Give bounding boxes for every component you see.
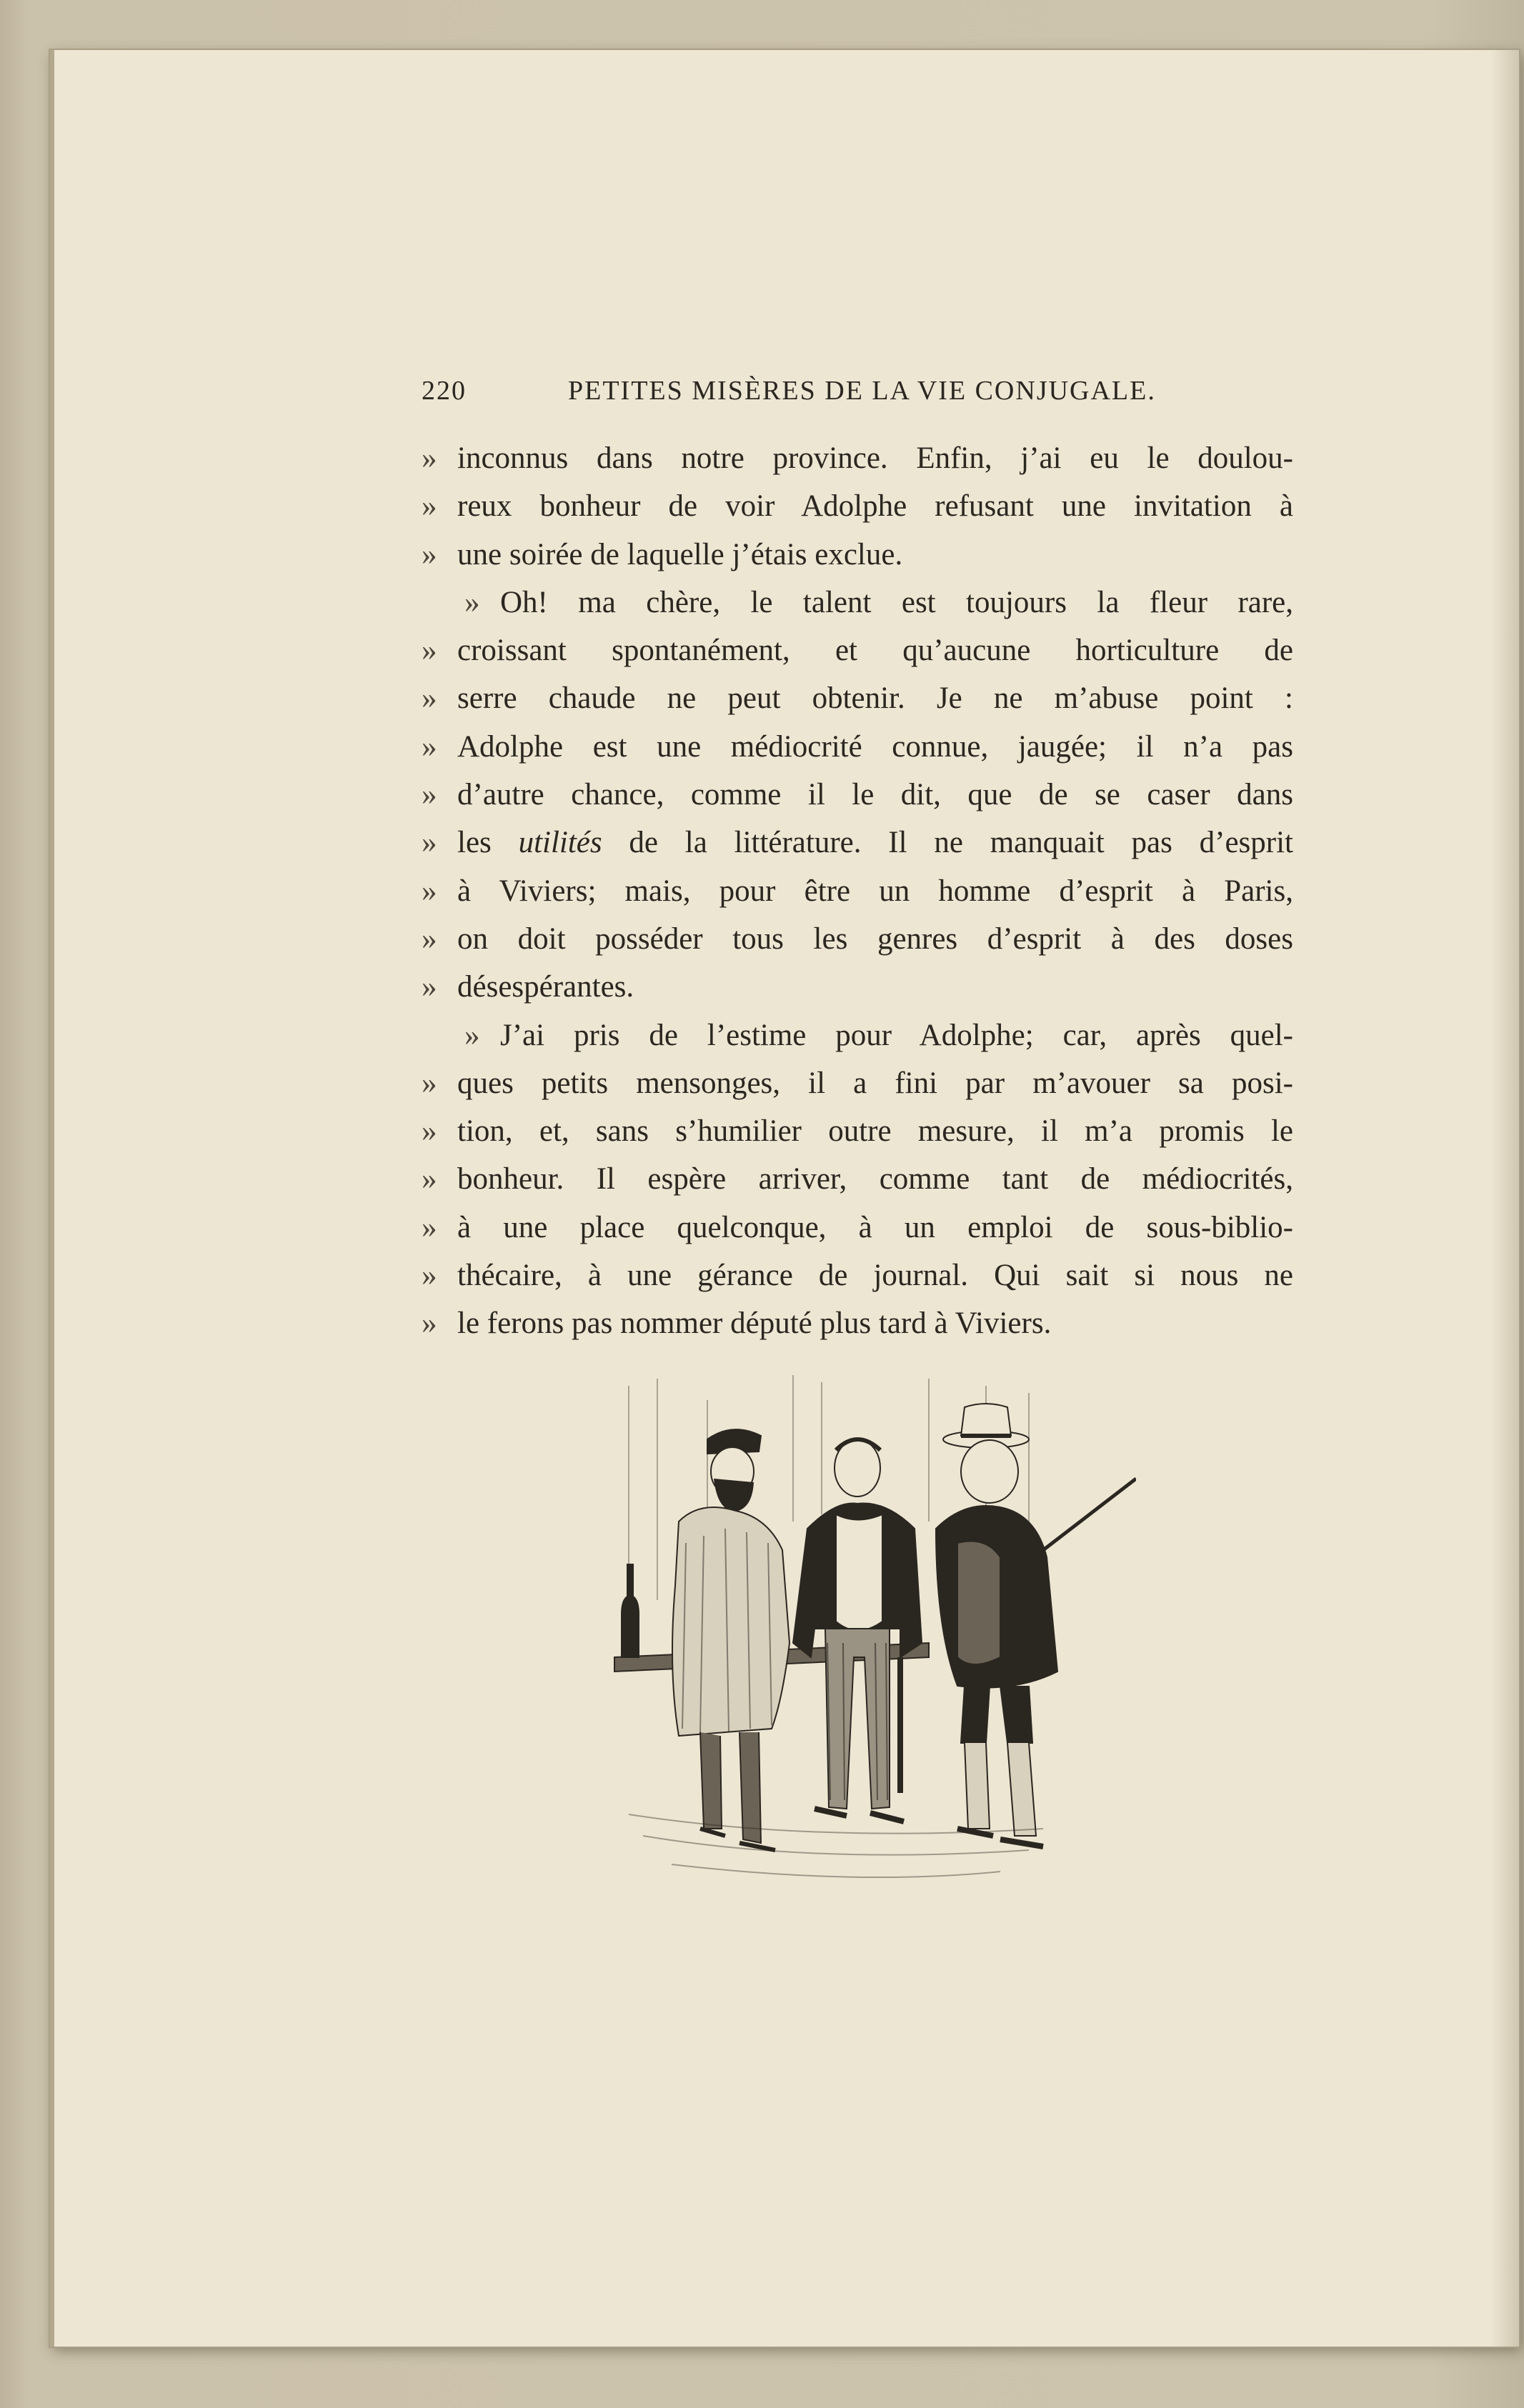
text-line <box>422 482 1293 530</box>
text-line <box>422 963 1293 1011</box>
line-text: J’ai pris de l’estime pour Adolphe; car, après quel- <box>500 1018 1293 1052</box>
text-line <box>422 1107 1293 1155</box>
italic-word: utilités <box>518 826 602 860</box>
line-text: le ferons pas nommer député plus tard à Viviers. <box>457 1307 1052 1341</box>
line-text-end: de la littérature. Il ne manquait pas d’esprit <box>602 826 1293 860</box>
line-text: bonheur. Il espère arriver, comme tant de médiocrités, <box>457 1162 1293 1196</box>
text-line <box>422 771 1293 819</box>
figure-right <box>936 1404 1136 1847</box>
guillemet: » <box>422 441 437 475</box>
bottle <box>622 1564 639 1657</box>
text-line <box>422 531 1293 579</box>
text-line-paragraph-start <box>422 1011 1293 1059</box>
running-header <box>422 375 1279 418</box>
engraving-three-men <box>600 1372 1136 1914</box>
line-text: à Viviers; mais, pour être un homme d’esprit à Paris, <box>457 874 1293 908</box>
page-edge-shadow <box>1490 50 1519 2347</box>
text-line <box>422 1204 1293 1252</box>
guillemet: » <box>422 1162 437 1196</box>
line-text: désespérantes. <box>457 970 634 1004</box>
line-text: Oh! ma chère, le talent est toujours la fleur rare, <box>500 585 1293 619</box>
text-line <box>422 915 1293 963</box>
figure-left <box>672 1429 790 1850</box>
guillemet: » <box>422 826 437 860</box>
text-line <box>422 1252 1293 1299</box>
text-line <box>422 1155 1293 1203</box>
line-text: inconnus dans notre province. Enfin, j’ai eu le doulou- <box>457 441 1293 475</box>
text-line <box>422 1059 1293 1107</box>
text-line-paragraph-start <box>422 579 1293 626</box>
guillemet: » <box>464 1018 480 1052</box>
guillemet: » <box>422 681 437 716</box>
line-text <box>457 819 1293 866</box>
text-line <box>422 1299 1293 1347</box>
line-text: croissant spontanément, et qu’aucune horticulture de <box>457 634 1293 668</box>
line-text: ques petits mensonges, il a fini par m’avouer sa posi- <box>457 1066 1293 1100</box>
body-text <box>422 434 1293 1348</box>
line-text: d’autre chance, comme il le dit, que de se caser dans <box>457 778 1293 812</box>
guillemet: » <box>422 970 437 1004</box>
line-text: à une place quelconque, à un emploi de sous-biblio- <box>457 1210 1293 1244</box>
running-title: PETITES MISÈRES DE LA VIE CONJUGALE. <box>568 376 1156 406</box>
guillemet: » <box>422 1066 437 1100</box>
guillemet: » <box>422 778 437 812</box>
line-text: tion, et, sans s’humilier outre mesure, il m’a promis le <box>457 1114 1293 1149</box>
guillemet: » <box>464 585 480 619</box>
text-line <box>422 723 1293 771</box>
line-text: reux bonheur de voir Adolphe refusant une invitation à <box>457 489 1293 524</box>
guillemet: » <box>422 1259 437 1293</box>
guillemet: » <box>422 921 437 956</box>
line-text: Adolphe est une médiocrité connue, jaugée; il n’a pas <box>457 729 1293 764</box>
guillemet: » <box>422 1307 437 1341</box>
guillemet: » <box>422 489 437 524</box>
page-number: 220 <box>422 376 467 406</box>
line-text: une soirée de laquelle j’étais exclue. <box>457 537 903 571</box>
text-line <box>422 674 1293 722</box>
guillemet: » <box>422 729 437 764</box>
guillemet: » <box>422 537 437 571</box>
line-text: on doit posséder tous les genres d’esprit à des doses <box>457 921 1293 956</box>
text-line <box>422 626 1293 674</box>
guillemet: » <box>422 874 437 908</box>
text-line <box>422 434 1293 482</box>
line-text: serre chaude ne peut obtenir. Je ne m’abuse point : <box>457 681 1293 716</box>
text-line <box>422 867 1293 915</box>
text-line <box>422 819 1293 866</box>
guillemet: » <box>422 634 437 668</box>
guillemet: » <box>422 1114 437 1149</box>
line-text-start: les <box>457 826 519 860</box>
line-text: thécaire, à une gérance de journal. Qui sait si nous ne <box>457 1259 1293 1293</box>
guillemet: » <box>422 1210 437 1244</box>
